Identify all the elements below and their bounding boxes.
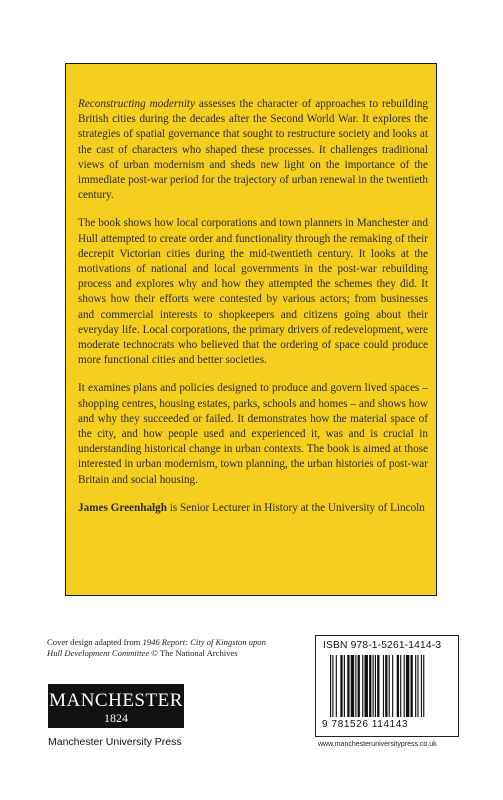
credit-suffix: © The National Archives: [149, 648, 238, 658]
barcode-icon: [330, 655, 444, 717]
publisher-website: www.manchesteruniversitypress.co.uk: [318, 741, 437, 748]
book-title: Reconstructing modernity: [78, 98, 196, 110]
blurb-paragraph-3: It examines plans and policies designed to produce and govern lived spaces – shopping centres, housing estates, parks, schools and homes – and shows how and why they succeeded or failed. It demonstrates how the material space of the city, and how people used and experienced it, was and is crucial in understanding historical change in urban contexts. The book is aimed at those interested in urban modernism, town planning, the urban histories of post-war Britain and social housing.: [78, 382, 428, 486]
author-bio-text: is Senior Lecturer in History at the University of Lincoln: [166, 501, 425, 514]
credit-report-title: 1946 Report: City of Kingston upon Hull Development Committee: [47, 637, 266, 658]
barcode-box: [315, 635, 459, 737]
publisher-name: Manchester University Press: [48, 736, 182, 748]
author-name: James Greenhalgh: [78, 501, 167, 514]
manchester-logo: [48, 684, 184, 728]
logo-line-1: MANCHESTER: [49, 690, 183, 711]
blurb-paragraph-2: The book shows how local corporations and town planners in Manchester and Hull attempted to create order and functionality through the remaking of their decrepit Victorian cities during the mid-twentieth century. It looks at the motivations of national and local governments in the post-war rebuilding process and explores why and how they attempted the schemes they did. It shows how their efforts were contested by various actors; from businesses and commercial interests to shopkeepers and citizens going about their everyday life. Local corporations, the primary drivers of redevelopment, were moderate technocrats who believed that the ordering of space could produce more functional cities and better societies.: [78, 217, 428, 367]
isbn-label: ISBN 978-1-5261-1414-3: [323, 640, 442, 651]
cover-credit: [47, 637, 267, 659]
blurb-paragraph-1: [78, 97, 428, 203]
author-bio: [78, 501, 428, 516]
credit-prefix: Cover design adapted from: [47, 637, 143, 647]
ean-digits: 9 781526 114143: [322, 719, 409, 730]
blurb-paragraph-1-text: assesses the character of approaches to rebuilding British cities during the decades after the Second World War. It explores the strategies of spatial governance that sought to restructure society and looks at the cast of characters who shaped these processes. It challenges traditional views of urban modernism and sheds new light on the importance of the immediate post-war period for the trajectory of urban renewal in the twentieth century.: [78, 98, 429, 202]
logo-line-2: 1824: [104, 711, 128, 725]
blurb: [78, 97, 428, 529]
